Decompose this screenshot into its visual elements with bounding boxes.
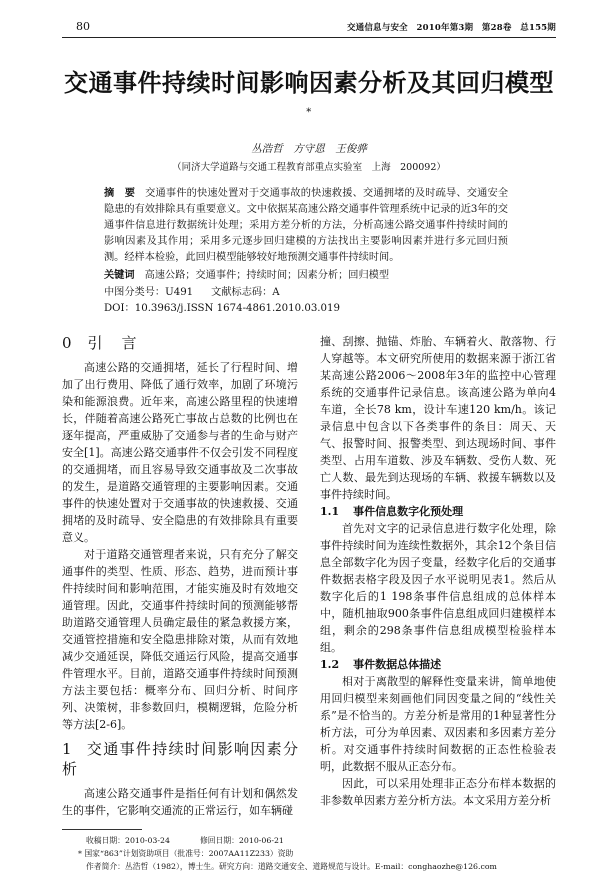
footnote-rule <box>62 829 142 830</box>
paragraph: 因此，可以采用处理非正态分布样本数据的非参数单因素方差分析方法。本文采用方差分析 <box>320 777 556 807</box>
subsection-title: 事件数据总体描述 <box>353 658 442 671</box>
running-head: 交通信息与安全 2010年第3期 第28卷 总155期 <box>346 23 556 33</box>
keywords-text: 高速公路；交通事件；持续时间；因素分析；回归模型 <box>144 270 390 281</box>
page-number: 80 <box>76 20 90 33</box>
keywords-label: 关键词 <box>104 269 135 281</box>
title-footnote-mark: * <box>306 107 312 118</box>
page-header <box>62 20 556 38</box>
abstract-text: 交通事件的快速处置对于交通事故的快速救援、交通拥堵的及时疏导、交通安全隐患的有效排除具有重要意义。文中依据某高速公路交通事件管理系统中记录的近3年的交通事件信息进行数据统计处理；采用方差分析的方法，分析高速公路交通事件持续时间的影响因素及其作用；采用多元逐步回归建模的方法找出主要影响因素并进行多元回归预测。经样本检验，此回归模型能够较好地预测交通事件持续时间。 <box>104 188 509 263</box>
paragraph: 高速公路的交通拥堵，延长了行程时间、增加了出行费用、降低了通行效率，加剧了环境污染和能源浪费。近年来，高速公路里程的快速增长，伴随着高速公路死亡事故占总数的比例也在逐年提高，严重威胁了交通参与者的生命与财产安全[1]。高速公路交通事件不仅会引发不同程度的交通拥堵，而且容易导致交通事故及二次事故的发生，是道路交通管理的主要影响因素。交通事件的快速处置对于交通事故的快速救援、交通拥堵的及时疏导、安全隐患的有效排除具有重要意义。 <box>62 361 298 544</box>
paragraph: 对于道路交通管理者来说，只有充分了解交通事件的类型、性质、形态、趋势，进而预计事件持续时间和影响范围，才能实施及时有效地交通管理。因此，交通事件持续时间的预测能够帮助道路交通管理人员确定最佳的紧急救援方案，交通管控措施和安全隐患排除对策，从而有效地减少交通延误，降低交通运行风险，提高交通事件管理水平。目前，道路交通事件持续时间预测方法主要包括：概率分布、回归分析、时间序列、决策树，非参数回归，模糊逻辑，危险分析等方法[2-6]。 <box>62 548 298 731</box>
left-column <box>62 333 298 819</box>
subsection-number: 1.1 <box>320 505 340 518</box>
keywords <box>104 267 508 284</box>
paragraph: 相对于离散型的解释性变量来讲，简单地使用回归模型来刻画他们同因变量之间的“线性关系”是不恰当的。方差分析是常用的1种显著性分析方法，可分为单因素、双因素和多因素方差分析。对交通事件持续时间数据的正态性检验表明，此数据不服从正态分布。 <box>320 675 556 773</box>
footnote-dates <box>86 834 556 847</box>
section-number: 0 <box>62 334 74 352</box>
subsection-heading-1-2 <box>320 656 556 673</box>
abstract <box>104 185 508 266</box>
affiliation: （同济大学道路与交通工程教育部重点实验室 上海 200092） <box>172 162 446 173</box>
paper-title <box>62 68 556 131</box>
section-number: 1 <box>62 740 72 758</box>
paragraph: 首先对文字的记录信息进行数字化处理，除事件持续时间为连续性数据外，其余12个条目信息全部数字化为因子变量，经数字化后的交通事件数据表格字段及因子水平说明见表1。然后从数字化后的1 198条事件信息组成的总体样本中，随机抽取900条事件信息组成回归建模样本组，剩余的298条事件信息组成模型检验样本组。 <box>320 522 556 654</box>
clc-number: 中图分类号：U491 <box>104 287 194 298</box>
subsection-heading-1-1 <box>320 503 556 520</box>
abstract-block <box>104 185 508 317</box>
subsection-title: 事件信息数字化预处理 <box>353 505 464 518</box>
footnote-author-bio: 作者简介：丛浩哲（1982），博士生。研究方向：道路交通安全、道路规范与设计。E-mail：conghaozhe@126.com <box>86 862 497 871</box>
doi: DOI：10.3963/j.ISSN 1674-4861.2010.03.019 <box>104 303 340 314</box>
paragraph-continued: 撞、刮擦、抛锚、炸胎、车辆着火、散落物、行人穿越等。本文研究所使用的数据来源于浙江省某高速公路2006～2008年3年的监控中心管理系统的交通事件记录信息。该高速公路为单向4车道，全长78 km，设计车速120 km/h。该记录信息中包含以下各类事件的条目：周天、天气、报警时间、报警类型、到达现场时间、事件类型、占用车道数、涉及车辆数、受伤人数、死亡人数、最先到达现场的车辆、救援车辆数以及事件持续时间。 <box>320 335 556 501</box>
section-title: 引 言 <box>87 334 139 352</box>
revised-date: 修回日期：2010-06-21 <box>199 836 284 845</box>
classification-line <box>104 285 508 317</box>
body-columns <box>62 333 556 819</box>
section-heading-introduction <box>62 333 298 353</box>
right-column <box>320 333 556 819</box>
section-title: 交通事件持续时间影响因素分析 <box>62 740 298 778</box>
section-heading-1 <box>62 739 298 779</box>
footnote-funding: * 国家“863”计划资助项目（批准号：2007AA11Z233）资助 <box>78 849 294 858</box>
abstract-label: 摘 要 <box>104 187 136 199</box>
footnotes <box>78 834 556 873</box>
title-text: 交通事件持续时间影响因素分析及其回归模型 <box>64 68 554 97</box>
document-code: 文献标志码：A <box>211 287 280 298</box>
authors: 丛浩哲 方守恩 王俊骅 <box>251 143 367 155</box>
paragraph: 高速公路交通事件是指任何有计划和偶然发生的事件，它影响交通流的正常运行，如车辆碰 <box>62 787 298 817</box>
received-date: 收稿日期：2010-03-24 <box>86 836 170 845</box>
subsection-number: 1.2 <box>320 658 340 671</box>
